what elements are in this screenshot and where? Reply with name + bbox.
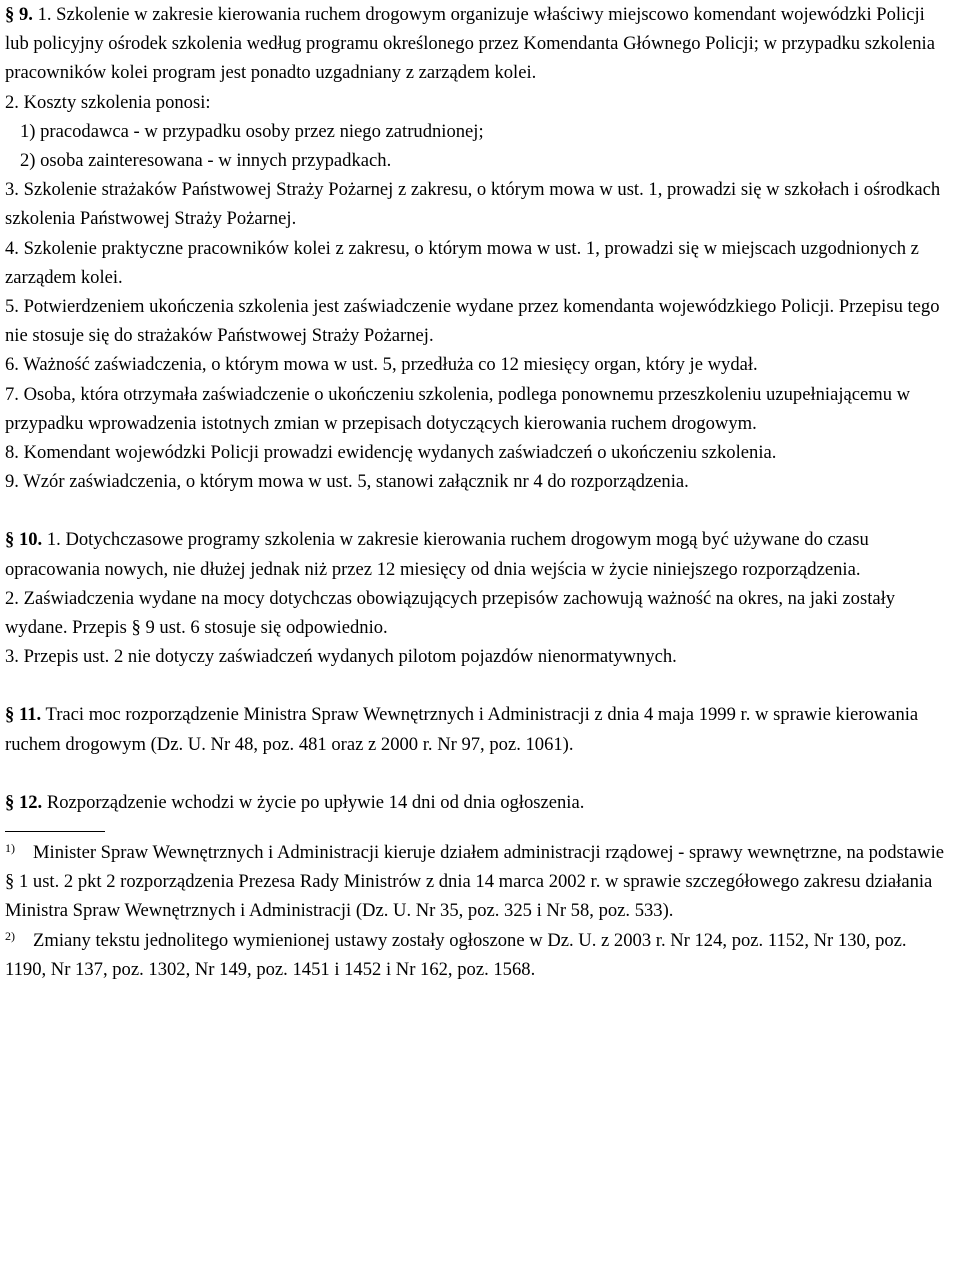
paragraph-text: Traci moc rozporządzenie Ministra Spraw Wewnętrznych i Administracji z dnia 4 maja 1999 r. w sprawie kierowania ruchem drogowym (Dz. U. Nr 48, poz. 481 oraz z 2000 r. Nr 97, poz. 1061). — [5, 704, 919, 755]
footnote-separator — [5, 831, 105, 832]
paragraph-text: Rozporządzenie wchodzi w życie po upływie 14 dni od dnia ogłoszenia. — [46, 791, 585, 813]
footnote-1 — [5, 838, 950, 926]
paragraph-9 — [5, 0, 950, 496]
paragraph-number: 10. — [18, 529, 43, 551]
paragraph-9-ust-7: 7. Osoba, która otrzymała zaświadczenie o ukończeniu szkolenia, podlega ponownemu przeszkoleniu uzupełniającemu w przypadku wprowadzenia istotnych zmian w przepisach dotyczących kierowania ruchem drogowym. — [5, 383, 911, 434]
ust-text: 1. Szkolenie w zakresie kierowania ruchem drogowym organizuje właściwy miejscowo komendant wojewódzki Policji lub policyjny ośrodek szkolenia według programu określonego przez Komendanta Głównego Policji; w przypadku szkolenia pracowników kolei program jest ponadto uzgadniany z zarządem kolei. — [5, 4, 935, 84]
paragraph-10 — [5, 525, 950, 671]
paragraph-9-ust-2: 2. Koszty szkolenia ponosi: — [5, 91, 211, 113]
paragraph-11 — [5, 700, 950, 758]
paragraph-number: 12. — [18, 791, 43, 813]
ust-2-item-2: 2) osoba zainteresowana - w innych przypadkach. — [20, 150, 392, 172]
paragraph-10-ust-3: 3. Przepis ust. 2 nie dotyczy zaświadczeń wydanych pilotom pojazdów nienormatywnych. — [5, 646, 677, 668]
spacer — [5, 759, 950, 788]
paragraph-9-ust-9: 9. Wzór zaświadczenia, o którym mowa w ust. 5, stanowi załącznik nr 4 do rozporządzenia. — [5, 471, 689, 493]
paragraph-9-ust-5: 5. Potwierdzeniem ukończenia szkolenia jest zaświadczenie wydane przez komendanta wojewódzkiego Policji. Przepisu tego nie stosuje się do strażaków Państwowej Straży Pożarnej. — [5, 296, 940, 347]
paragraph-number: 9. — [18, 4, 33, 25]
paragraph-9-ust-8: 8. Komendant wojewódzki Policji prowadzi ewidencję wydanych zaświadczeń o ukończeniu szkolenia. — [5, 442, 777, 464]
paragraph-9-ust-4: 4. Szkolenie praktyczne pracowników kolei z zakresu, o którym mowa w ust. 1, prowadzi się w miejscach uzgodnionych z zarządem kolei. — [5, 237, 919, 288]
spacer — [5, 671, 950, 700]
footnote-mark: 1) — [5, 841, 15, 856]
ust-text: 1. Dotychczasowe programy szkolenia w zakresie kierowania ruchem drogowym mogą być używane do czasu opracowania nowych, nie dłużej jednak niż przez 12 miesięcy od dnia wejścia w życie niniejszego rozporządzenia. — [5, 529, 869, 580]
footnote-text: Zmiany tekstu jednolitego wymienionej ustawy zostały ogłoszone w Dz. U. z 2003 r. Nr 124, poz. 1152, Nr 130, poz. 1190, Nr 137, poz. 1302, Nr 149, poz. 1451 i 1452 i Nr 162, poz. 1568. — [5, 929, 907, 980]
paragraph-11-text — [5, 700, 950, 758]
paragraph-10-ust-1 — [5, 525, 950, 583]
paragraph-10-ust-2: 2. Zaświadczenia wydane na mocy dotychczas obowiązujących przepisów zachowują ważność na okres, na jaki zostały wydane. Przepis § 9 ust. 6 stosuje się odpowiednio. — [5, 587, 896, 639]
paragraph-9-ust-6: 6. Ważność zaświadczenia, o którym mowa w ust. 5, przedłuża co 12 miesięcy organ, który je wydał. — [5, 354, 758, 376]
paragraph-number: 11. — [18, 704, 42, 726]
paragraph-9-ust-3: 3. Szkolenie strażaków Państwowej Straży Pożarnej z zakresu, o którym mowa w ust. 1, prowadzi się w szkołach i ośrodkach szkolenia Państwowej Straży Pożarnej. — [5, 179, 941, 230]
section-sign: § — [5, 4, 15, 25]
section-sign: § — [5, 529, 15, 551]
paragraph-12 — [5, 788, 950, 817]
ust-2-item-1: 1) pracodawca - w przypadku osoby przez niego zatrudnionej; — [20, 120, 484, 142]
paragraph-9-ust-1 — [5, 0, 950, 88]
footnotes — [5, 838, 950, 984]
section-sign: § — [5, 704, 15, 726]
section-sign: § — [5, 791, 15, 813]
footnote-text: Minister Spraw Wewnętrznych i Administracji kieruje działem administracji rządowej - sprawy wewnętrzne, na podstawie § 1 ust. 2 pkt 2 rozporządzenia Prezesa Rady Ministrów z dnia 14 marca 2002 r. w sprawie szczegółowego zakresu działania Ministra Spraw Wewnętrznych i Administracji (Dz. U. Nr 35, poz. 325 i Nr 58, poz. 533). — [5, 842, 945, 922]
spacer — [5, 496, 950, 525]
paragraph-12-text — [5, 788, 950, 817]
footnote-2 — [5, 926, 950, 984]
footnote-mark: 2) — [5, 928, 15, 943]
